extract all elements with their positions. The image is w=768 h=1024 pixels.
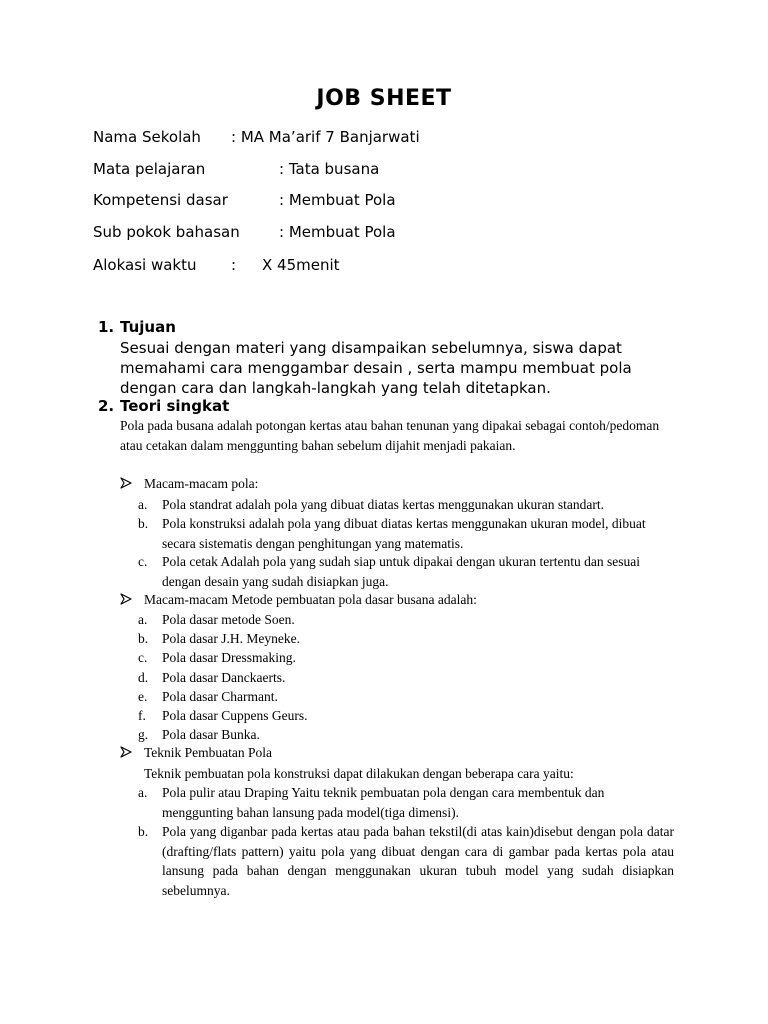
info-value: X 45menit — [262, 256, 340, 274]
section-number: 1. — [98, 318, 115, 336]
list-item-text: Pola dasar metode Soen. — [162, 612, 295, 627]
info-label: Kompetensi dasar — [93, 191, 228, 209]
list-marker: a. — [138, 612, 148, 627]
list-item-text: Pola dasar Cuppens Geurs. — [162, 708, 308, 723]
info-value: : Membuat Pola — [279, 223, 396, 241]
info-value: : Membuat Pola — [279, 191, 396, 209]
list-item — [0, 725, 768, 745]
list-item — [0, 783, 768, 823]
bullet-techniques — [0, 745, 768, 765]
bullet-method-list — [0, 592, 768, 612]
info-label: Mata pelajaran — [93, 160, 206, 178]
info-value: : Tata busana — [279, 160, 380, 178]
section-body-tujuan: Sesuai dengan materi yang disampaikan sebelumnya, siswa dapat memahami cara menggambar desain , serta mampu membuat pola dengan cara dan langkah-langkah yang telah ditetapkan. — [120, 339, 632, 397]
arrowhead-bullet-icon — [120, 476, 132, 492]
info-value: : MA Ma’arif 7 Banjarwati — [231, 128, 420, 146]
list-item — [0, 629, 768, 649]
list-marker: c. — [138, 650, 148, 665]
list-item — [0, 495, 768, 515]
bullet-text: Teknik Pembuatan Pola — [144, 745, 273, 760]
section-heading-tujuan — [0, 318, 768, 338]
bullet-text: Macam-macam pola: — [144, 476, 259, 491]
section-number: 2. — [98, 397, 115, 415]
section-title: Tujuan — [120, 318, 176, 336]
info-label: Alokasi waktu — [93, 256, 197, 274]
list-item-text: Pola dasar J.H. Meyneke. — [162, 631, 300, 646]
section-title: Teori singkat — [120, 397, 230, 415]
list-item-text: Pola dasar Bunka. — [162, 727, 260, 742]
list-item — [0, 648, 768, 668]
info-colon: : — [231, 256, 237, 274]
list-marker: d. — [138, 670, 149, 685]
section-intro-teori: Pola pada busana adalah potongan kertas atau bahan tenunan yang dipakai sebagai contoh/pedoman atau cetakan dalam menggunting bahan sebelum dijahit menjadi pakaian. — [120, 418, 660, 453]
list-item-text: Pola cetak Adalah pola yang sudah siap untuk dipakai dengan ukuran tertentu dan sesuai dengan desain yang sudah disiapkan juga. — [162, 554, 640, 589]
list-item-text: Pola dasar Dressmaking. — [162, 650, 296, 665]
list-marker: b. — [138, 516, 149, 531]
list-item-text: Pola standrat adalah pola yang dibuat diatas kertas menggunakan ukuran standart. — [162, 497, 604, 512]
info-label: Nama Sekolah — [93, 128, 201, 146]
bullet-text: Macam-macam Metode pembuatan pola dasar busana adalah: — [144, 592, 477, 607]
list-marker: a. — [138, 497, 148, 512]
list-marker: g. — [138, 727, 149, 742]
section-heading-teori — [0, 397, 768, 417]
techniques-intro: Teknik pembuatan pola konstruksi dapat dilakukan dengan beberapa cara yaitu: — [144, 766, 574, 781]
list-item — [0, 687, 768, 707]
list-item-text: Pola dasar Danckaerts. — [162, 670, 286, 685]
list-item-text: Pola konstruksi adalah pola yang dibuat diatas kertas menggunakan ukuran model, dibuat secara sistematis dengan penghitungan yang matematis. — [162, 516, 646, 551]
list-item — [0, 514, 768, 554]
info-label: Sub pokok bahasan — [93, 223, 240, 241]
list-item — [0, 668, 768, 688]
list-marker: f. — [138, 708, 146, 723]
arrowhead-bullet-icon — [120, 592, 132, 608]
list-item-text: Pola yang diganbar pada kertas atau pada bahan tekstil(di atas kain)disebut dengan pola datar (drafting/flats pattern) yaitu pola yang dibuat dengan cara di gambar pada kertas pola atau lansung pada bahan dengan menggunakan ukuran tubuh model yang sudah disiapkan sebelumnya. — [162, 824, 674, 898]
bullet-pattern-types — [0, 476, 768, 496]
list-item — [0, 706, 768, 726]
list-item — [0, 822, 768, 902]
list-marker: b. — [138, 824, 149, 839]
arrowhead-bullet-icon — [120, 745, 132, 761]
list-item — [0, 552, 768, 592]
list-item — [0, 610, 768, 630]
list-marker: b. — [138, 631, 149, 646]
list-marker: e. — [138, 689, 148, 704]
list-marker: c. — [138, 554, 148, 569]
page-title: JOB SHEET — [316, 86, 452, 111]
list-item-text: Pola pulir atau Draping Yaitu teknik pembuatan pola dengan cara membentuk dan menggunting bahan lansung pada model(tiga dimensi). — [162, 785, 605, 820]
list-marker: a. — [138, 785, 148, 800]
list-item-text: Pola dasar Charmant. — [162, 689, 278, 704]
